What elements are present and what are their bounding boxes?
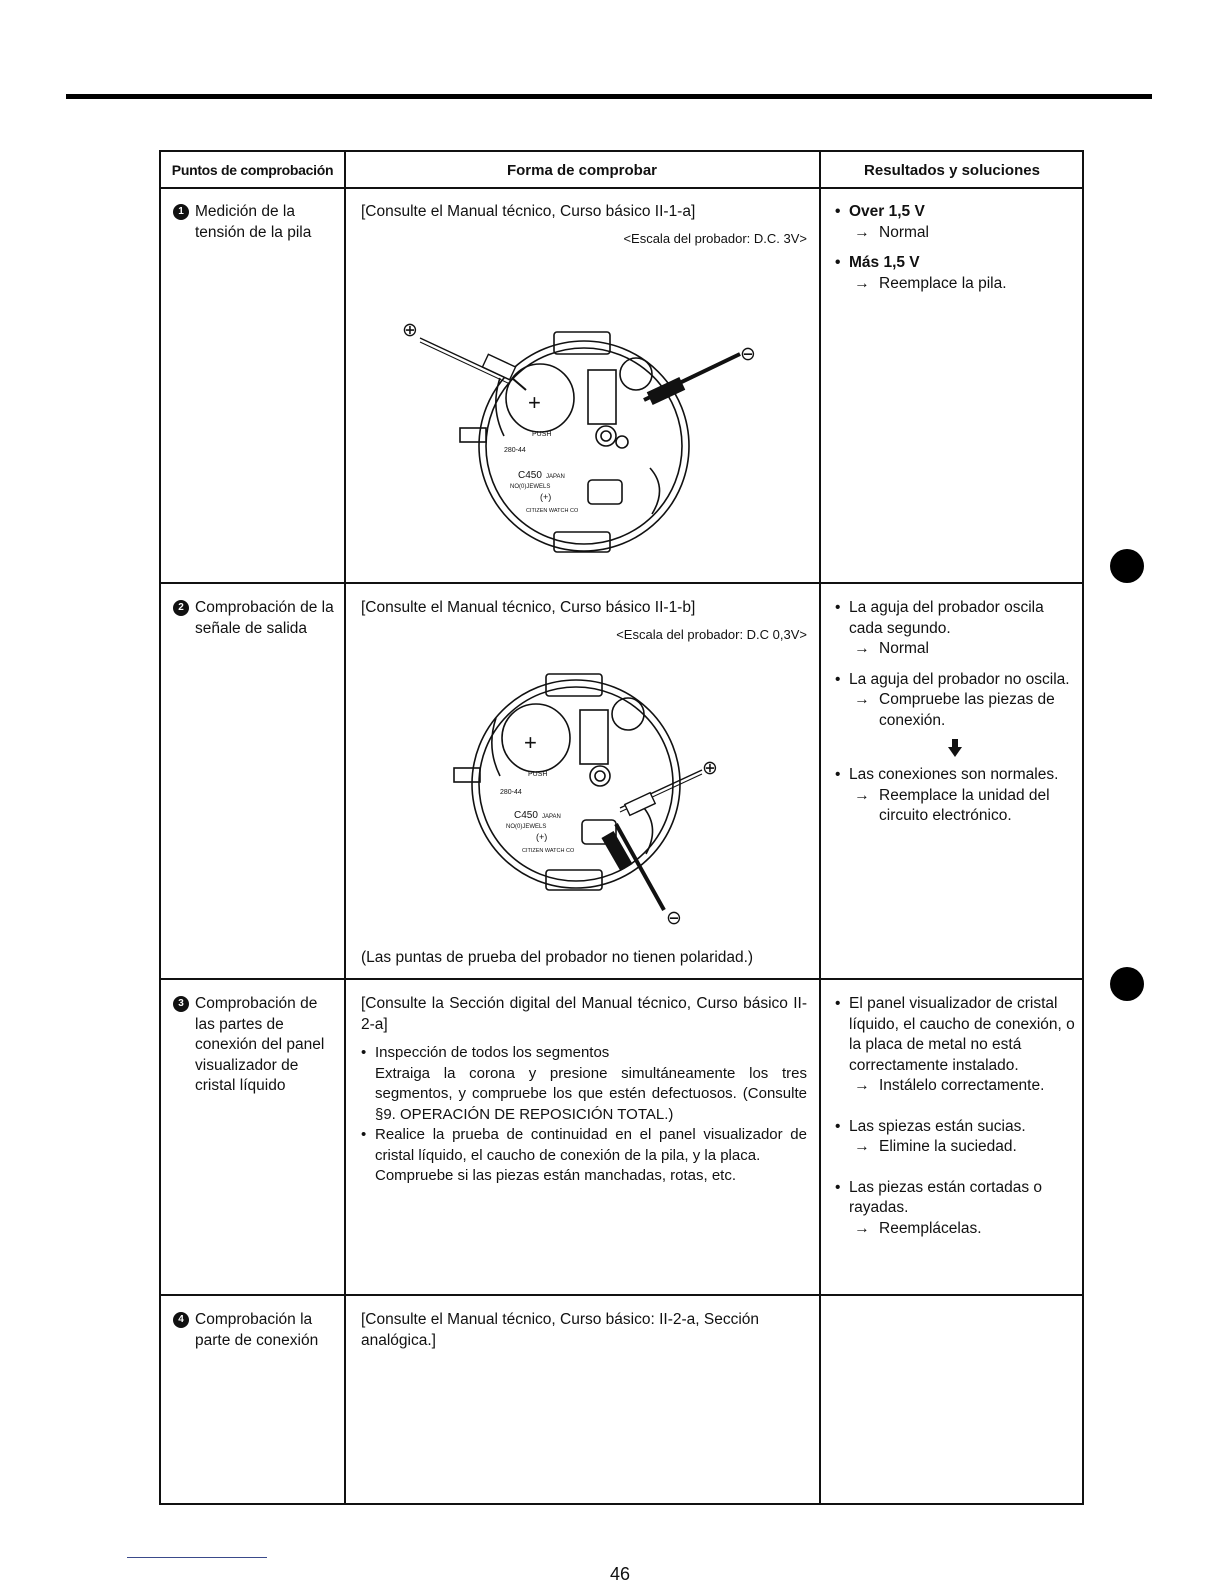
number-badge: 4: [173, 1312, 189, 1328]
probe-negative-icon: ⊖: [666, 908, 682, 928]
check-point-label: Comprobación de las partes de conexión del panel visualizador de cristal líquido: [195, 995, 325, 1094]
result-action: [849, 1219, 1075, 1240]
result-action: [849, 274, 1075, 295]
footer-rule: [127, 1557, 267, 1558]
result-condition: • La aguja del probador oscila cada segundo.: [835, 598, 1075, 639]
svg-text:+: +: [524, 730, 537, 755]
result-action-text: Reemplace la unidad del circuito electrónico.: [879, 786, 1050, 824]
japan-label: JAPAN: [542, 814, 561, 820]
down-arrow-icon: [835, 739, 1075, 759]
check-point-4: [173, 1310, 338, 1351]
maker-label: CITIZEN WATCH CO: [526, 508, 579, 514]
result-action-text: Reemplace la pila.: [879, 274, 1007, 292]
check-point-label: Comprobación de la señale de salida: [195, 599, 334, 637]
result-condition: • Las spiezas están sucias.: [835, 1117, 1075, 1138]
arrow-icon: →: [854, 223, 870, 241]
header-results: Resultados y soluciones: [864, 161, 1040, 179]
results-3: [835, 994, 1075, 1239]
result-condition: • Más 1,5 V: [835, 253, 1075, 274]
binder-hole-mark: [1110, 967, 1144, 1001]
arrow-icon: →: [854, 1138, 870, 1155]
arrow-icon: →: [854, 274, 870, 292]
arrow-icon: →: [854, 1077, 870, 1094]
column-divider: [819, 152, 821, 1503]
result-condition: • Over 1,5 V: [835, 202, 1075, 223]
check-point-label: Medición de la tensión de la pila: [195, 203, 312, 241]
result-action: [849, 786, 1075, 827]
check-point-3: [173, 994, 338, 1097]
result-action: [849, 1076, 1075, 1097]
results-1: [835, 202, 1075, 294]
code-label: 280-44: [504, 447, 526, 454]
page-number: 46: [609, 1564, 631, 1584]
row-divider: [161, 582, 1082, 584]
watch-movement-diagram-2: [440, 672, 740, 928]
code-label: 280-44: [500, 789, 522, 796]
result-action-text: Normal: [879, 223, 929, 241]
probe-negative-icon: ⊖: [740, 344, 756, 365]
arrow-icon: →: [854, 640, 870, 657]
header-method: Forma de comprobar: [506, 161, 658, 179]
method-step: [361, 1125, 807, 1187]
result-condition: • El panel visualizador de cristal líquido, el caucho de conexión, o la placa de metal no está correctamente instalado.: [835, 994, 1075, 1076]
row-divider: [161, 978, 1082, 980]
result-action: [849, 639, 1075, 660]
manual-reference: [Consulte el Manual técnico, Curso básico II-1-b]: [361, 599, 696, 616]
result-action: [849, 1137, 1075, 1158]
result-action-text: Reemplácelas.: [879, 1219, 982, 1237]
probe-positive-icon: ⊕: [702, 758, 718, 779]
method-step-text: Extraiga la corona y presione simultáneamente los tres segmentos, y compruebe los que estén defectuosos. (Consulte §9. OPERACIÓN DE REPOSICIÓN TOTAL.): [375, 1064, 807, 1123]
number-badge: 2: [173, 600, 189, 616]
method-4: [Consulte el Manual técnico, Curso básico: II-2-a, Sección analógica.]: [361, 1311, 760, 1349]
japan-label: JAPAN: [546, 474, 565, 480]
probe-positive-icon: ⊕: [402, 320, 418, 341]
push-label: PUSH: [532, 431, 552, 438]
arrow-icon: →: [854, 1219, 870, 1237]
tester-scale: <Escala del probador: D.C. 3V>: [623, 230, 807, 246]
plus-terminal-label: (+): [540, 492, 552, 502]
method-3: [361, 994, 807, 1187]
arrow-icon: →: [854, 691, 870, 708]
top-rule: [66, 94, 1152, 99]
caliber-label: C450: [514, 810, 538, 821]
result-condition: • Las piezas están cortadas o rayadas.: [835, 1178, 1075, 1219]
method-step-title: • Inspección de todos los segmentos: [375, 1044, 610, 1061]
method-step-text: • Realice la prueba de continuidad en el panel visualizador de cristal líquido, el caucho de conexión de la pila, y la placa.: [375, 1126, 807, 1164]
method-step: [361, 1043, 807, 1125]
method-2: [361, 598, 807, 645]
check-point-2: [173, 598, 338, 639]
method-step-subtext: Compruebe si las piezas están manchadas, rotas, etc.: [375, 1167, 737, 1184]
polarity-note: (Las puntas de prueba del probador no tienen polaridad.): [361, 949, 754, 966]
maker-label: CITIZEN WATCH CO: [522, 848, 575, 854]
result-action-text: Compruebe las piezas de conexión.: [879, 691, 1055, 729]
method-1: [361, 202, 807, 249]
jewels-label: NO(0)JEWELS: [506, 824, 547, 830]
number-badge: 3: [173, 996, 189, 1012]
result-action: [849, 223, 1075, 244]
header-check-points: Puntos de comprobación: [171, 162, 334, 178]
result-action-text: Elimine la suciedad.: [879, 1138, 1017, 1155]
arrow-icon: →: [854, 786, 870, 804]
result-action-text: Normal: [879, 640, 929, 657]
result-condition: • La aguja del probador no oscila.: [835, 670, 1075, 691]
plus-terminal-label: (+): [536, 832, 548, 842]
result-condition: • Las conexiones son normales.: [835, 765, 1075, 786]
caliber-label: C450: [518, 470, 542, 481]
watch-movement-diagram-1: [400, 318, 772, 558]
push-label: PUSH: [528, 771, 548, 778]
manual-reference: [Consulte el Manual técnico, Curso básico II-1-a]: [361, 203, 696, 220]
results-2: [835, 598, 1075, 827]
tester-scale: <Escala del probador: D.C 0,3V>: [616, 626, 807, 642]
result-action-text: Instálelo correctamente.: [879, 1077, 1045, 1094]
result-action: [849, 690, 1075, 731]
check-point-label: Comprobación la parte de conexión: [195, 1311, 319, 1349]
row-divider: [161, 1294, 1082, 1296]
jewels-label: NO(0)JEWELS: [510, 484, 551, 490]
binder-hole-mark: [1110, 549, 1144, 583]
column-divider: [344, 152, 346, 1503]
manual-reference: [Consulte la Sección digital del Manual técnico, Curso básico II-2-a]: [361, 995, 807, 1033]
number-badge: 1: [173, 204, 189, 220]
check-point-1: [173, 202, 338, 243]
plus-mark: +: [528, 390, 541, 415]
